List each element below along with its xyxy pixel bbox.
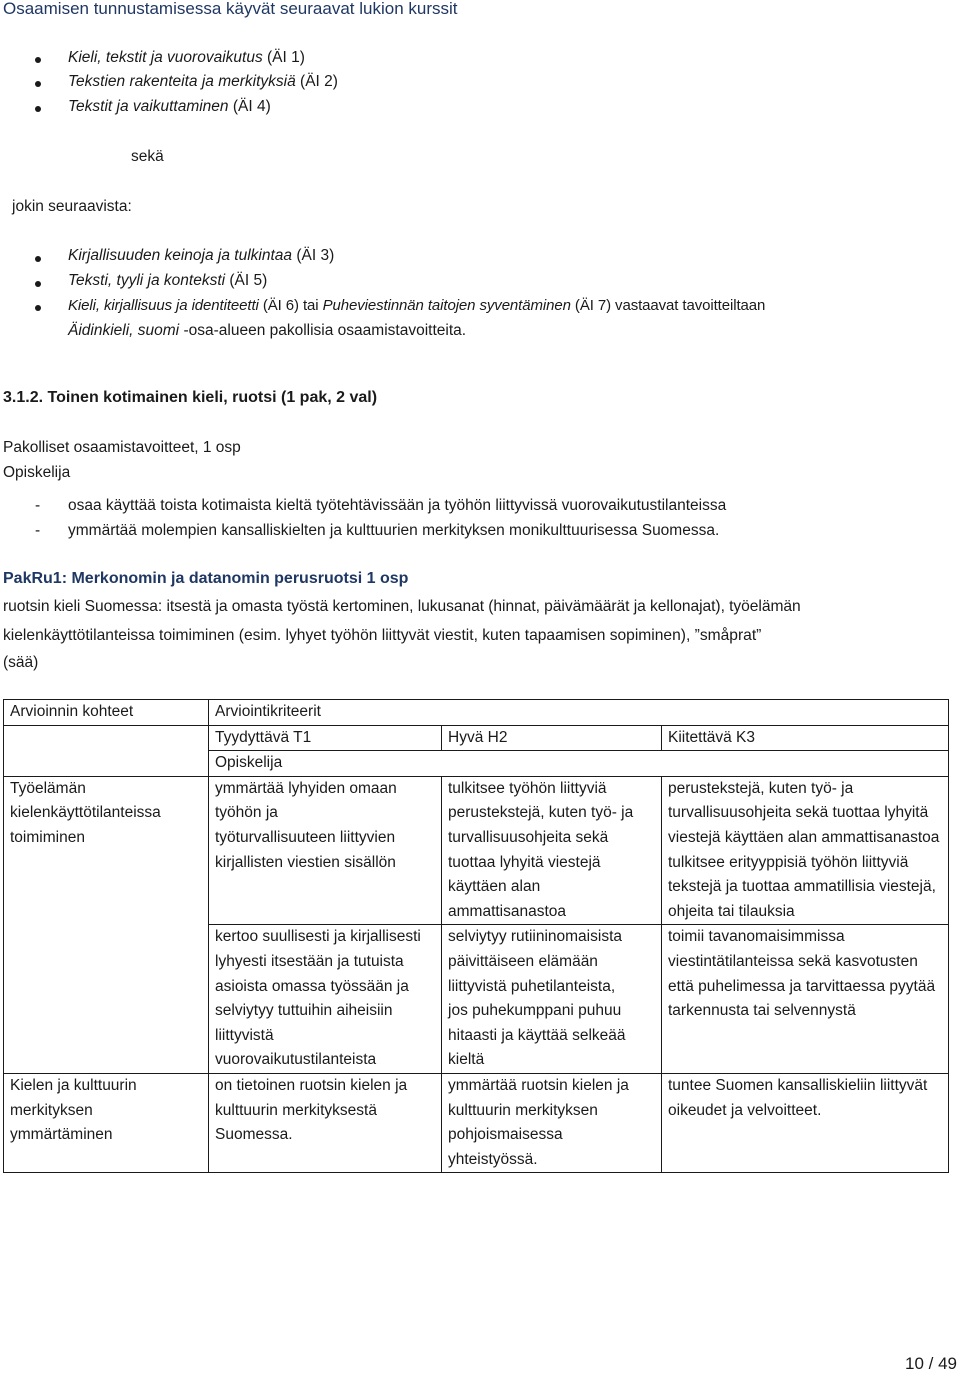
- course-description: kielenkäyttötilanteissa toimiminen (esim. lyhyet työhön liittyvät viestit, kuten tapaamisen sopiminen), ”småprat”: [3, 627, 762, 644]
- grade-h2: Hyvä H2: [442, 725, 662, 751]
- list-item-continuation: Äidinkieli, suomi -osa-alueen pakollisia osaamistavoitteita.: [68, 322, 467, 339]
- target-cell: [4, 925, 209, 1074]
- section-title: 3.1.2. Toinen kotimainen kieli, ruotsi (1 pak, 2 val): [3, 389, 378, 406]
- list-item: Teksti, tyyli ja konteksti (ÄI 5): [68, 272, 268, 289]
- t1-cell: ymmärtää lyhyiden omaan työhön ja työturvallisuuteen liittyvien kirjallisten viestien sisällön: [209, 776, 442, 925]
- t1-cell: kertoo suullisesti ja kirjallisesti lyhyesti itsestään ja tutuista asioista omassa työssään ja selviytyy tuttuihin aiheisiin liittyvistä vuorovaikutustilanteista: [209, 925, 442, 1074]
- table-header-row: [4, 700, 949, 726]
- bullet-icon: [35, 57, 41, 63]
- h2-cell: selviytyy rutiininomaisista päivittäiseen elämään liittyvistä puhetilanteista, jos puhekumppani puhuu hitaasti ja käyttää selkeää kieltä: [442, 925, 662, 1074]
- dash-marker: -: [35, 497, 41, 514]
- list-item: Tekstien rakenteita ja merkityksiä (ÄI 2): [68, 73, 338, 90]
- course-description: ruotsin kieli Suomessa: itsestä ja omasta työstä kertominen, lukusanat (hinnat, päivämäärät ja kellonajat), työelämän: [3, 598, 801, 615]
- grade-t1: Tyydyttävä T1: [209, 725, 442, 751]
- table-row: [4, 1073, 949, 1172]
- bullet-icon: [35, 281, 41, 287]
- grade-row: [4, 725, 949, 751]
- empty-cell: [4, 725, 209, 751]
- header-target: Arvioinnin kohteet: [4, 700, 209, 726]
- list-item: Tekstit ja vaikuttaminen (ÄI 4): [68, 98, 271, 115]
- header-criteria: Arviointikriteerit: [209, 700, 949, 726]
- objective-item: ymmärtää molempien kansalliskielten ja kulttuurien merkityksen monikulttuurisessa Suomessa.: [68, 522, 720, 539]
- student-cell: Opiskelija: [209, 751, 949, 777]
- student-row: [4, 751, 949, 777]
- k3-cell: toimii tavanomaisimmissa viestintätilanteissa sekä kasvotusten että puhelimessa ja tarvittaessa pyytää tarkennusta tai selvennystä: [662, 925, 949, 1074]
- k3-cell: tuntee Suomen kansalliskieliin liittyvät oikeudet ja velvoitteet.: [662, 1073, 949, 1172]
- h2-cell: tulkitsee työhön liittyviä perustekstejä, kuten työ- ja turvallisuusohjeita sekä tuottaa lyhyitä viestejä käyttäen alan ammattisanastoa: [442, 776, 662, 925]
- intro-heading: Osaamisen tunnustamisessa käyvät seuraavat lukion kurssit: [3, 0, 458, 18]
- student-label: Opiskelija: [3, 464, 71, 481]
- criteria-table: [3, 699, 949, 1173]
- dash-marker: -: [35, 522, 41, 539]
- bullet-icon: [35, 256, 41, 262]
- table-row: [4, 776, 949, 925]
- objective-item: osaa käyttää toista kotimaista kieltä työtehtävissään ja työhön liittyvissä vuorovaikutustilanteissa: [68, 497, 727, 514]
- target-cell: Kielen ja kulttuurin merkityksen ymmärtäminen: [4, 1073, 209, 1172]
- bullet-icon: [35, 305, 41, 311]
- list-item: Kieli, tekstit ja vuorovaikutus (ÄI 1): [68, 49, 305, 66]
- course-title: PakRu1: Merkonomin ja datanomin perusruotsi 1 osp: [3, 570, 409, 587]
- page-number: 10 / 49: [905, 1354, 957, 1373]
- list-item: Kirjallisuuden keinoja ja tulkintaa (ÄI 3): [68, 247, 335, 264]
- h2-cell: ymmärtää ruotsin kielen ja kulttuurin merkityksen pohjoismaisessa yhteistyössä.: [442, 1073, 662, 1172]
- course-description: (sää): [3, 654, 39, 671]
- connector-text: sekä: [131, 148, 164, 165]
- grade-k3: Kiitettävä K3: [662, 725, 949, 751]
- bullet-icon: [35, 81, 41, 87]
- empty-cell: [4, 751, 209, 777]
- target-cell: Työelämän kielenkäyttötilanteissa toimiminen: [4, 776, 209, 925]
- table-row: [4, 925, 949, 1074]
- bullet-icon: [35, 106, 41, 112]
- t1-cell: on tietoinen ruotsin kielen ja kulttuurin merkityksestä Suomessa.: [209, 1073, 442, 1172]
- objectives-label: Pakolliset osaamistavoitteet, 1 osp: [3, 439, 241, 456]
- list-item: Kieli, kirjallisuus ja identiteetti (ÄI 6) tai Puheviestinnän taitojen syventäminen (ÄI 7) vastaavat tavoitteiltaan: [68, 297, 766, 314]
- k3-cell: perustekstejä, kuten työ- ja turvallisuusohjeita sekä tuottaa lyhyitä viestejä käyttäen alan ammattisanastoa tulkitsee erityyppisiä työhön liittyviä tekstejä ja tuottaa ammatillisia viestejä, ohjeita tai tilauksia: [662, 776, 949, 925]
- choose-label: jokin seuraavista:: [12, 198, 132, 215]
